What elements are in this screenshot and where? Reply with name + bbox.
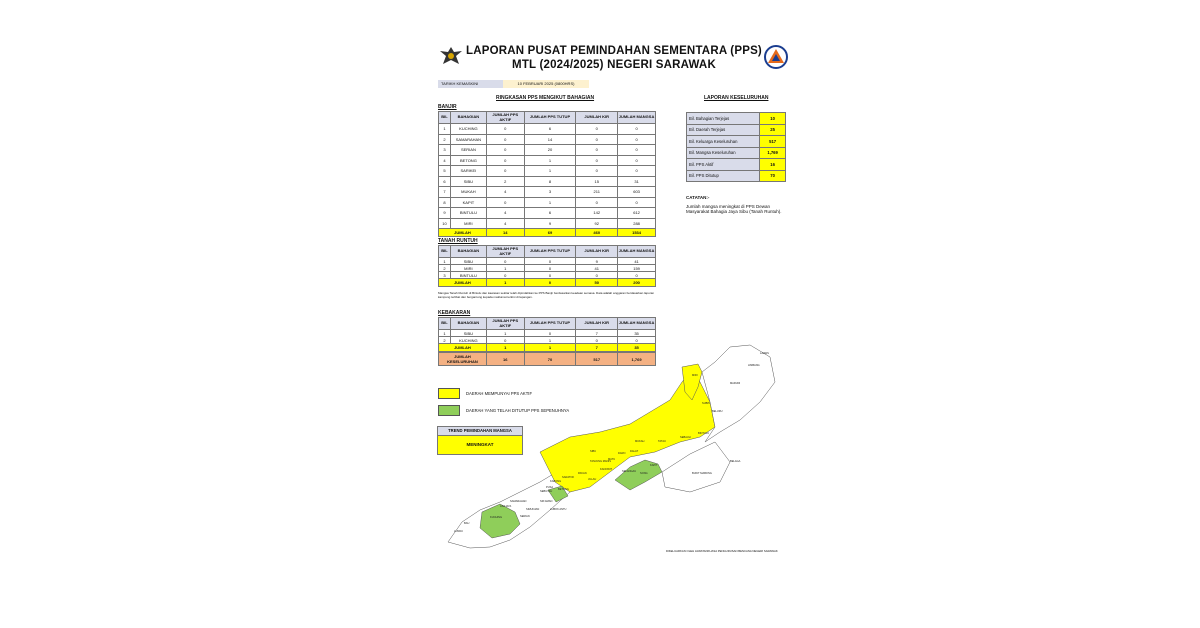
column-header: JUMLAH MANGSA [618, 112, 656, 124]
table-cell: 0 [576, 337, 618, 344]
table-cell: 2 [439, 134, 451, 145]
summary-value: 517 [760, 136, 786, 148]
table-cell: 0 [576, 166, 618, 177]
map-label: MARUDI [730, 382, 741, 385]
column-header: JUMLAH PPS TUTUP [524, 246, 576, 258]
table-row [439, 330, 656, 337]
summary-row [687, 113, 786, 125]
table-cell: 4 [486, 187, 524, 198]
table-cell: 92 [576, 218, 618, 229]
summary-row [687, 124, 786, 136]
table-cell: 6 [524, 124, 576, 135]
total-label: JUMLAH [439, 279, 487, 287]
table-cell: 0 [618, 145, 656, 156]
table-row [439, 187, 656, 198]
column-header: JUMLAH PPS AKTIF [486, 318, 524, 330]
table-cell: 0 [618, 134, 656, 145]
table-cell: 4 [439, 155, 451, 166]
table-cell: 142 [576, 208, 618, 219]
table-cell: 41 [576, 265, 618, 272]
map-label: SARATOK [562, 476, 575, 479]
table-cell: 1 [524, 337, 576, 344]
map-label: ASAJAYA [500, 505, 512, 508]
map-label: KAPIT [650, 464, 658, 467]
map-label: LUNDU [454, 530, 463, 533]
map-label: JULAU [588, 478, 597, 481]
table-cell: 2 [439, 265, 451, 272]
table-row [439, 166, 656, 177]
map-label: BINTULU [698, 432, 710, 435]
table-cell: 0 [576, 134, 618, 145]
map-label: BUKIT MABONG [692, 472, 712, 475]
column-header: BAHAGIAN [450, 318, 486, 330]
table-row [439, 176, 656, 187]
trend-value: MENINGKAT [437, 436, 523, 455]
banjir-header-row [439, 112, 656, 124]
table-cell: 0 [486, 166, 524, 177]
column-header: JUMLAH PPS TUTUP [524, 318, 576, 330]
summary-value: 10 [760, 113, 786, 125]
date-label: TARIKH KEMASKINI [438, 80, 503, 88]
table-cell: BINTULU [450, 208, 486, 219]
table-cell: 1 [439, 258, 451, 265]
total-cell: 1534 [618, 229, 656, 237]
table-cell: 9 [576, 258, 618, 265]
legend-active-label: DAERAH MEMPUNYAI PPS AKTIF [466, 391, 533, 396]
map-label: SIMUNJAN [526, 508, 540, 511]
footer-credit: DIKELUARKAN OLEH JAWATANKUASA PENGURUSAN BENCANA NEGERI SARAWAK [666, 549, 778, 553]
total-cell: 1 [486, 344, 524, 352]
total-cell: 50 [576, 279, 618, 287]
summary-label: Bil. PPS Ditutup [687, 170, 760, 182]
table-cell: 7 [439, 187, 451, 198]
table-cell: 35 [618, 330, 656, 337]
summary-value: 70 [760, 170, 786, 182]
table-cell: 2 [486, 176, 524, 187]
tanah-runtuh-note: Mangsa Tanah Runtuh di Bintulu dan kawasan sekitar telah dipindahkan ke PPS Banjir berdasarkan keadaan semasa. Data adalah anggaran berdasarkan laporan kampung terlibat dan bergantung kepada maklumat terkini di lapangan. [438, 291, 655, 299]
summary-value: 25 [760, 124, 786, 136]
map-label: LUBOK ANTU [550, 508, 567, 511]
table-cell: 0 [486, 272, 524, 279]
summary-row [687, 136, 786, 148]
column-header: JUMLAH MANGSA [618, 246, 656, 258]
table-cell: 10 [439, 218, 451, 229]
map-label: PUSA [546, 486, 554, 489]
trend-box [437, 426, 523, 455]
banjir-table [438, 111, 656, 237]
table-row [439, 265, 656, 272]
summary-label: Bil. Daerah Terjejas [687, 124, 760, 136]
table-cell: 0 [576, 145, 618, 156]
map-label: SUBIS [702, 402, 710, 405]
table-cell: 7 [576, 330, 618, 337]
table-cell: 15 [576, 176, 618, 187]
total-cell: 460 [576, 229, 618, 237]
map-label: SRI AMAN [540, 500, 553, 503]
total-label: JUMLAH [439, 344, 487, 352]
report-document [430, 40, 790, 560]
table-cell: 0 [524, 265, 576, 272]
table-cell: 0 [618, 166, 656, 177]
map-label: SAMARAHAN [510, 500, 527, 503]
table-cell: 1 [524, 155, 576, 166]
table-cell: 1 [524, 197, 576, 208]
table-cell: 211 [576, 187, 618, 198]
catatan-text: Jumlah mangsa meningkat di PPS Dewan Masyarakat Bahagia Jaya Sibu (Tanah Runtuh). [686, 203, 782, 214]
ringkasan-heading: RINGKASAN PPS MENGIKUT BAHAGIAN [496, 95, 595, 101]
map-label: SEBUYAU [540, 490, 553, 493]
map-label: SELANGAU [622, 470, 637, 473]
column-header: JUMLAH PPS TUTUP [524, 112, 576, 124]
map-label: LIMBANG [748, 364, 760, 367]
map-label: DARO [618, 452, 626, 455]
table-cell: 0 [486, 155, 524, 166]
kebakaran-label: KEBAKARAN [438, 310, 471, 316]
table-cell: SERIAN [450, 145, 486, 156]
table-cell: 9 [439, 208, 451, 219]
grand-total-cell: 1,769 [618, 353, 656, 366]
table-cell: 4 [486, 218, 524, 229]
table-row [439, 155, 656, 166]
catatan-title: CATATAN:- [686, 195, 710, 200]
table-cell: 6 [524, 208, 576, 219]
table-cell: 20 [524, 145, 576, 156]
table-cell: 9 [524, 218, 576, 229]
column-header: BIL [439, 246, 451, 258]
summary-label: Bil. Bahagian Terjejas [687, 113, 760, 125]
column-header: JUMLAH PPS AKTIF [486, 112, 524, 124]
column-header: JUMLAH MANGSA [618, 318, 656, 330]
total-cell: 200 [618, 279, 656, 287]
table-cell: SIBU [450, 176, 486, 187]
table-row [439, 124, 656, 135]
table-cell: 0 [486, 197, 524, 208]
table-cell: 0 [486, 258, 524, 265]
table-cell: 2 [439, 337, 451, 344]
grand-total-cell: 70 [524, 353, 576, 366]
table-cell: 0 [524, 258, 576, 265]
column-header: BIL [439, 112, 451, 124]
map-label: BELAGA [730, 460, 741, 463]
map-label: BETONG [558, 488, 569, 491]
table-cell: 41 [618, 258, 656, 265]
map-label: SIBU [590, 450, 597, 453]
map-label: TANJUNG MANIS [590, 460, 611, 463]
table-cell: 0 [618, 337, 656, 344]
table-cell: 159 [618, 265, 656, 272]
report-title [466, 44, 762, 72]
table-cell: 288 [618, 218, 656, 229]
summary-row [687, 147, 786, 159]
table-cell: KUCHING [450, 337, 486, 344]
table-cell: 0 [524, 330, 576, 337]
table-cell: 0 [524, 272, 576, 279]
map-label: MUKAH [635, 440, 645, 443]
column-header: JUMLAH PPS AKTIF [486, 246, 524, 258]
summary-value: 1,769 [760, 147, 786, 159]
table-cell: 1 [524, 166, 576, 177]
table-cell: MUKAH [450, 187, 486, 198]
table-cell: 0 [618, 197, 656, 208]
legend-closed-label: DAERAH YANG TELAH DITUTUP PPS SEPENUHNYA [466, 408, 570, 413]
summary-value: 16 [760, 159, 786, 171]
column-header: JUMLAH KIR [576, 318, 618, 330]
map-label: TATAU [658, 440, 666, 443]
table-row [439, 258, 656, 265]
column-header: BAHAGIAN [450, 112, 486, 124]
map-label: KUCHING [490, 516, 502, 519]
table-cell: 0 [576, 155, 618, 166]
map-label: KABONG [550, 480, 562, 483]
table-cell: 5 [439, 166, 451, 177]
table-cell: 0 [576, 124, 618, 135]
map-label: MATU [608, 458, 616, 461]
table-cell: SIBU [450, 330, 486, 337]
map-label: MIRI [692, 374, 698, 377]
table-cell: KAPIT [450, 197, 486, 208]
total-row [439, 229, 656, 237]
legend-swatch-closed [438, 405, 460, 416]
total-label: JUMLAH [439, 229, 487, 237]
title-line-1: LAPORAN PUSAT PEMINDAHAN SEMENTARA (PPS) [466, 45, 762, 57]
map-label: DALAT [630, 450, 639, 453]
table-cell: 1 [439, 124, 451, 135]
grand-total-cell: 16 [486, 353, 524, 366]
table-cell: 0 [486, 134, 524, 145]
table-row [439, 218, 656, 229]
table-cell: 603 [618, 187, 656, 198]
table-cell: BETONG [450, 155, 486, 166]
total-cell: 7 [576, 344, 618, 352]
column-header: BIL [439, 318, 451, 330]
column-header: JUMLAH KIR [576, 112, 618, 124]
table-cell: 0 [576, 197, 618, 208]
table-cell: 31 [618, 176, 656, 187]
summary-table [686, 112, 786, 182]
tanah-runtuh-table [438, 245, 656, 287]
table-cell: 3 [439, 145, 451, 156]
table-cell: 6 [439, 176, 451, 187]
map-label: BELURU [712, 410, 723, 413]
table-cell: SIBU [450, 258, 486, 265]
table-row [439, 272, 656, 279]
table-cell: 8 [439, 197, 451, 208]
total-cell: 0 [524, 279, 576, 287]
table-cell: 3 [524, 187, 576, 198]
table-cell: 0 [576, 272, 618, 279]
map-label: SEBAUH [680, 436, 691, 439]
summary-row [687, 170, 786, 182]
table-row [439, 208, 656, 219]
tanah-body [439, 258, 656, 287]
table-cell: 1 [486, 330, 524, 337]
catatan-block [686, 195, 790, 215]
date-value: 10 FEBRUARI 2025 (0800HRS) [503, 80, 589, 88]
table-cell: 0 [618, 272, 656, 279]
table-cell: 612 [618, 208, 656, 219]
legend-swatch-active [438, 388, 460, 399]
tanah-runtuh-label: TANAH RUNTUH [438, 238, 478, 244]
summary-label: Bil. PPS Aktif [687, 159, 760, 171]
total-cell: 1 [486, 279, 524, 287]
table-cell: 1 [486, 265, 524, 272]
summary-row [687, 159, 786, 171]
sarawak-crest-logo [438, 44, 464, 70]
map-region-interior [662, 442, 730, 492]
table-cell: SAMARAHAN [450, 134, 486, 145]
total-cell: 14 [486, 229, 524, 237]
kebakaran-header-row [439, 318, 656, 330]
update-date-row [438, 80, 589, 88]
total-cell: 35 [618, 344, 656, 352]
table-cell: BINTULU [450, 272, 486, 279]
summary-label: Bil. Mangsa Keseluruhan [687, 147, 760, 159]
trend-title: TREND PEMINDAHAN MANGSA [437, 426, 523, 436]
table-cell: 14 [524, 134, 576, 145]
total-row [439, 279, 656, 287]
banjir-body [439, 124, 656, 237]
table-cell: SARIKEI [450, 166, 486, 177]
map-label: LAWAS [760, 352, 769, 355]
tanah-header-row [439, 246, 656, 258]
summary-body [687, 113, 786, 182]
table-cell: KUCHING [450, 124, 486, 135]
grand-total-label: JUMLAH KESELURUHAN [439, 353, 487, 366]
table-cell: 0 [618, 155, 656, 166]
table-cell: 0 [618, 124, 656, 135]
table-cell: 0 [486, 337, 524, 344]
table-cell: 1 [439, 330, 451, 337]
map-label: KANOWIT [600, 468, 613, 471]
total-cell: 1 [524, 344, 576, 352]
total-cell: 69 [524, 229, 576, 237]
map-label: SONG [640, 472, 648, 475]
map-label: PAKAN [578, 472, 587, 475]
banjir-label: BANJIR [438, 104, 457, 110]
laporan-heading: LAPORAN KESELURUHAN [704, 95, 769, 101]
table-cell: MIRI [450, 265, 486, 272]
table-cell: 0 [486, 145, 524, 156]
table-cell: 8 [524, 176, 576, 187]
map-label: BAU [464, 522, 470, 525]
table-row [439, 145, 656, 156]
summary-label: Bil. Keluarga Keseluruhan [687, 136, 760, 148]
civil-defence-logo [763, 44, 789, 70]
table-cell: 0 [486, 124, 524, 135]
table-row [439, 197, 656, 208]
title-line-2: MTL (2024/2025) NEGERI SARAWAK [512, 59, 716, 71]
column-header: JUMLAH KIR [576, 246, 618, 258]
grand-total-cell: 517 [576, 353, 618, 366]
table-cell: MIRI [450, 218, 486, 229]
map-label: SERIAN [520, 515, 530, 518]
table-row [439, 134, 656, 145]
table-cell: 3 [439, 272, 451, 279]
column-header: BAHAGIAN [450, 246, 486, 258]
table-cell: 4 [486, 208, 524, 219]
